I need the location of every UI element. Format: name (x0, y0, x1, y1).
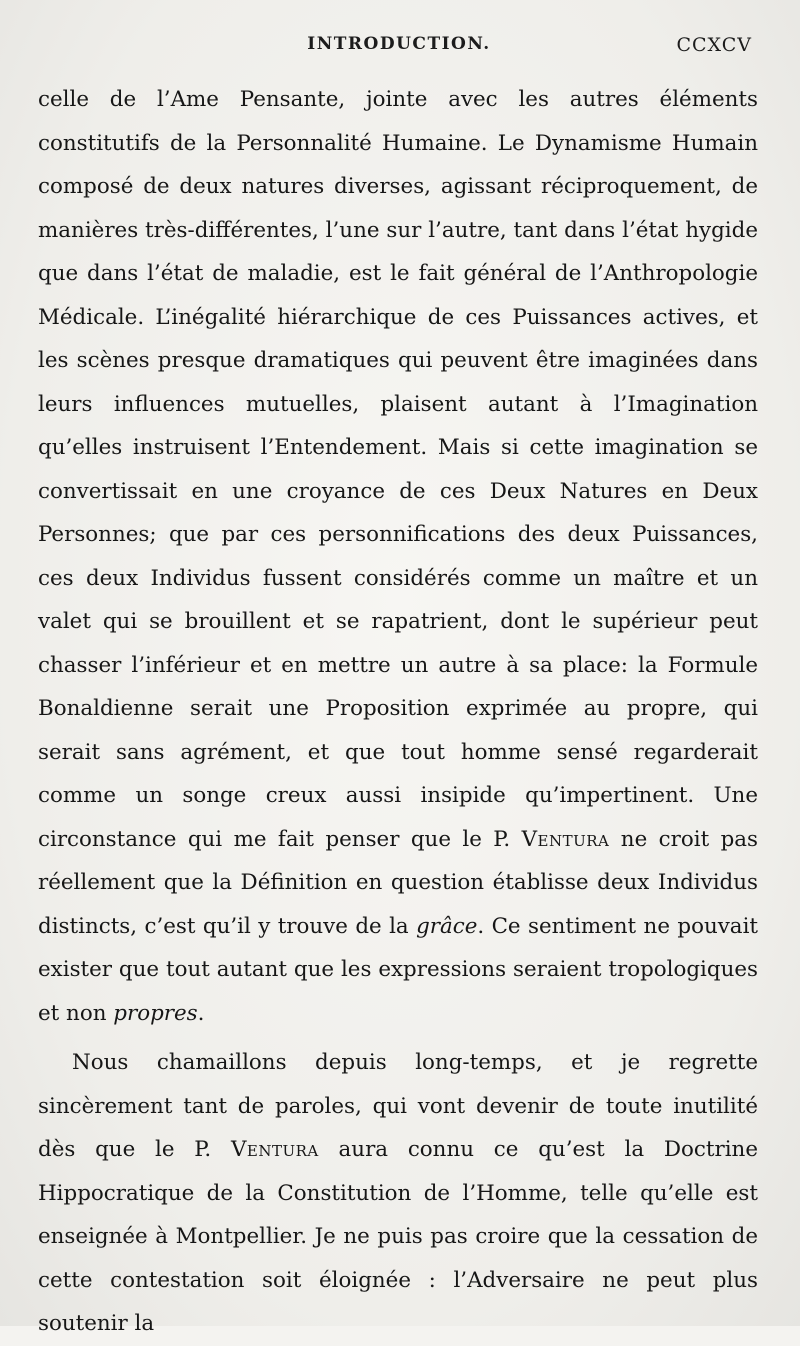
text-segment: . (197, 1000, 205, 1026)
text-segment: aura connu ce qu’est la Doctrine Hippocratique de la Constitution de l’Homme, telle qu’elle est enseignée à Montpellier. Je ne puis pas croire que la cessation de cette contestation soit éloignée : l’Adversaire ne peut plus soutenir la (38, 1137, 758, 1336)
italic-word: propres (113, 1000, 198, 1026)
text-segment: celle de l’Ame Pensante, jointe avec les autres éléments constitutifs de la Personnalité Humaine. Le Dynamisme Humain composé de deux natures diverses, agissant réciproquement, de manières très-différentes, l’une sur l’autre, tant dans l’état hygide que dans l’état de maladie, est le fait général de l’Anthropologie Médicale. L’inégalité hiérarchique de ces Puissances actives, et les scènes presque dramatiques qui peuvent être imaginées dans leurs influences mutuelles, plaisent autant à l’Imagination qu’elles instruisent l’Entendement. Mais si cette imagination se convertissait en une croyance de ces Deux Natures en Deux Personnes; que par ces personnifications des deux Puissances, ces deux Individus fussent considérés comme un maître et un valet qui se brouillent et se rapatrient, dont le supérieur peut chasser l’inférieur et en mettre un autre à sa place: la Formule Bonaldienne serait une Proposition exprimée au propre, qui serait sans agrément, et que tout homme sensé regarderait comme un songe creux aussi insipide qu’impertinent. Une circonstance qui me fait penser que le P. (38, 87, 758, 852)
paragraph-2 (38, 1041, 758, 1346)
page-header (38, 30, 760, 60)
italic-word: grâce (416, 913, 478, 939)
text-segment: ne croit pas réellement que la Définition en question établisse deux Individus distincts, c’est qu’il y trouve de la (38, 826, 758, 939)
paragraph-1 (38, 78, 758, 1035)
text-segment: Nous chamaillons depuis long-temps, et je regrette sincèrement tant de paroles, qui vont devenir de toute inutilité dès que le P. (38, 1050, 758, 1162)
running-title: INTRODUCTION. (307, 34, 491, 54)
body-text (38, 78, 758, 1346)
author-name-smallcaps: Ventura (230, 1137, 319, 1162)
text-segment: . Ce sentiment ne pouvait exister que tout autant que les expressions seraient tropologiques et non (38, 913, 759, 1026)
page-number: CCXCV (676, 34, 752, 56)
author-name-smallcaps: Ventura (521, 826, 610, 852)
